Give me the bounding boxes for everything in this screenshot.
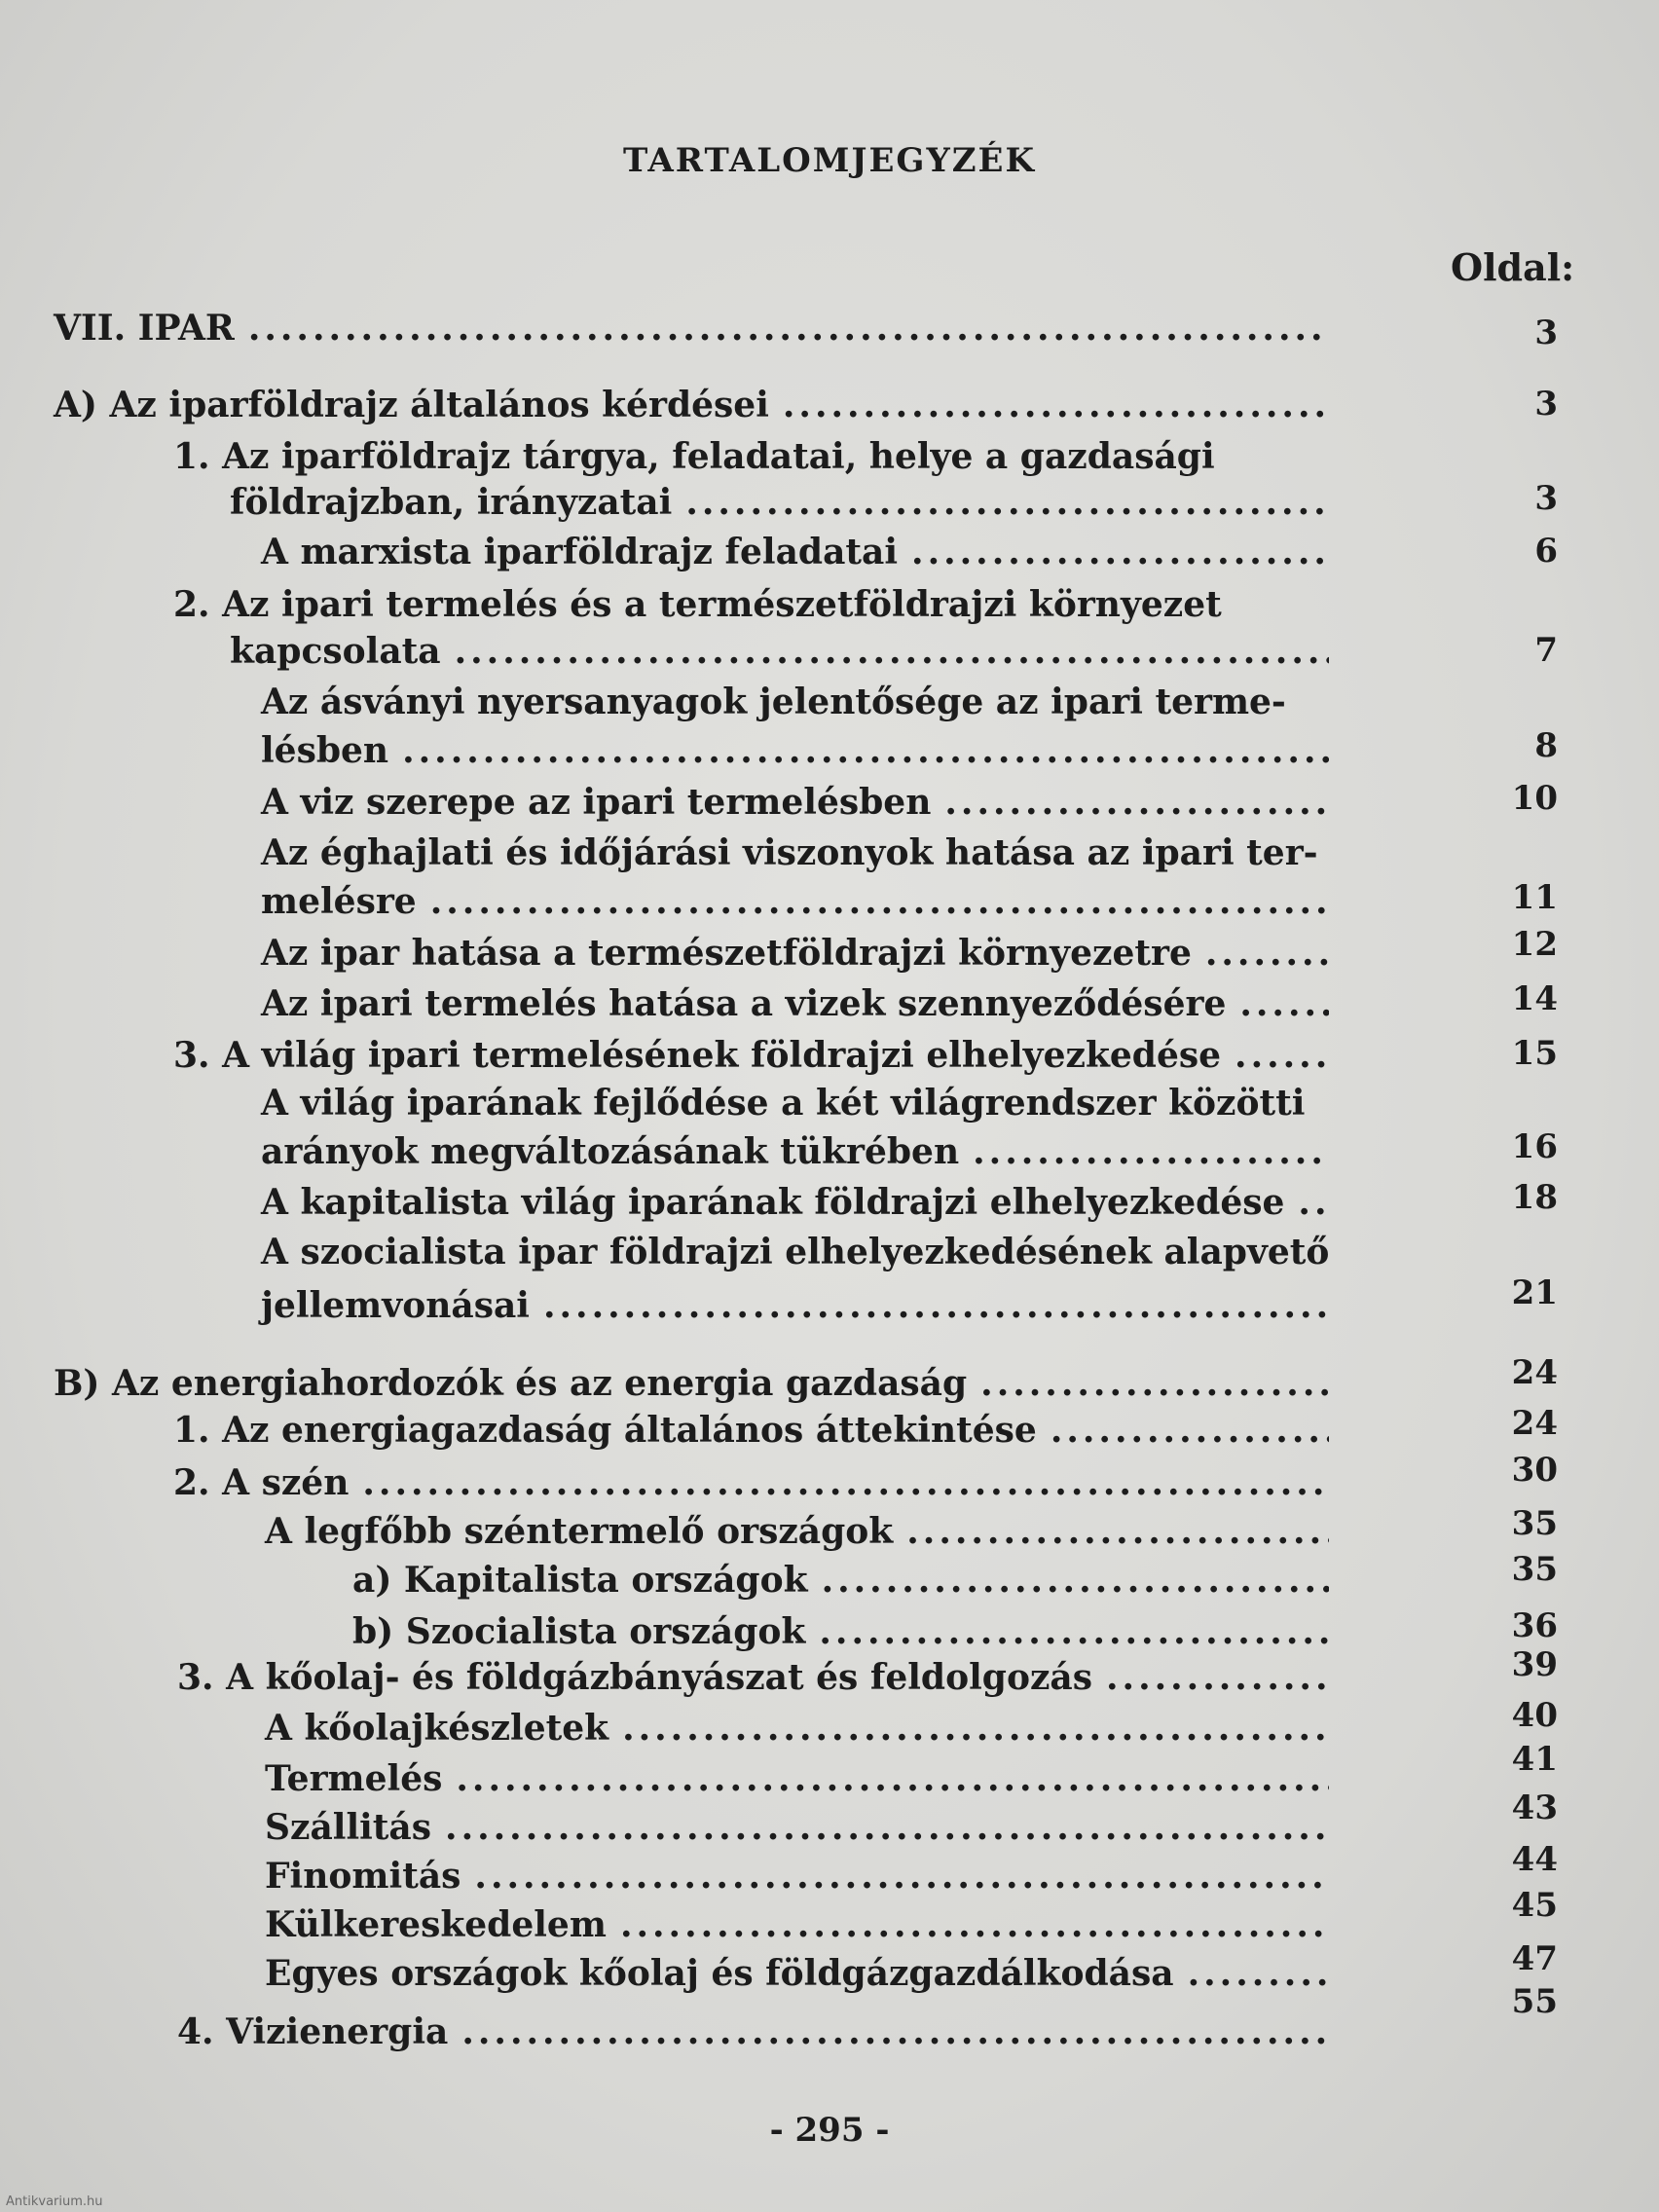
dot-leader <box>620 1904 1329 1945</box>
page-title: TARTALOMJEGYZÉK <box>622 141 1037 180</box>
dot-leader <box>1188 1953 1329 1994</box>
dot-leader <box>445 1807 1329 1848</box>
toc-entry <box>261 983 1329 1024</box>
toc-entry <box>261 1285 1329 1326</box>
dot-leader <box>474 1856 1329 1897</box>
toc-entry-label: b) Szocialista országok <box>352 1611 806 1652</box>
toc-entry-label: A kapitalista világ iparának földrajzi elhelyezkedése <box>261 1182 1285 1223</box>
dot-leader <box>819 1611 1329 1652</box>
toc-page-number: 36 <box>1511 1606 1558 1645</box>
dot-leader <box>944 782 1329 823</box>
toc-entry <box>261 881 1329 922</box>
toc-entry-label: 1. Az iparföldrajz tárgya, feladatai, helye a gazdasági <box>173 436 1215 477</box>
toc-entry <box>54 385 1329 425</box>
toc-entry <box>173 1035 1329 1076</box>
toc-entry-label: Szállitás <box>265 1807 432 1848</box>
toc-entry-continuation: arányok megváltozásának tükrében <box>261 1131 960 1172</box>
toc-entry <box>352 1611 1329 1652</box>
toc-page-number: 14 <box>1511 979 1558 1018</box>
toc-page-number: 35 <box>1511 1550 1558 1589</box>
toc-page-number: 3 <box>1534 313 1558 352</box>
toc-entry-label: 3. A világ ipari termelésének földrajzi elhelyezkedése <box>173 1035 1222 1076</box>
dot-leader <box>622 1708 1329 1749</box>
toc-page-number: 41 <box>1511 1740 1558 1779</box>
toc-page-number: 3 <box>1534 385 1558 424</box>
dot-leader <box>911 532 1329 572</box>
toc-entry <box>352 1560 1329 1601</box>
toc-entry-label: A marxista iparföldrajz feladatai <box>261 532 899 572</box>
toc-page-number: 10 <box>1511 779 1558 818</box>
toc-entry <box>261 532 1329 572</box>
toc-entry <box>265 1511 1329 1552</box>
toc-entry-label: Külkereskedelem <box>265 1904 607 1945</box>
toc-entry-label: VII. IPAR <box>54 308 235 349</box>
dot-leader <box>248 308 1329 349</box>
toc-page-number: 30 <box>1511 1451 1558 1490</box>
toc-entry-label: Finomitás <box>265 1856 461 1897</box>
dot-leader <box>1239 983 1329 1024</box>
dot-leader <box>973 1131 1329 1172</box>
toc-entry-continuation: földrajzban, irányzatai <box>230 482 673 523</box>
dot-leader <box>402 730 1329 771</box>
dot-leader <box>543 1285 1329 1326</box>
toc-page-number: 12 <box>1511 925 1558 964</box>
toc-entry <box>261 933 1329 974</box>
toc-entry-label: A legfőbb széntermelő országok <box>265 1511 894 1552</box>
toc-page-number: 8 <box>1534 726 1558 765</box>
toc-entry <box>173 1462 1329 1503</box>
toc-page-number: 35 <box>1511 1504 1558 1543</box>
toc-page-number: 18 <box>1511 1178 1558 1217</box>
toc-page-number: 3 <box>1534 479 1558 518</box>
toc-entry-label: A) Az iparföldrajz általános kérdései <box>54 385 769 425</box>
dot-leader <box>1106 1657 1329 1698</box>
toc-entry <box>261 1131 1329 1172</box>
toc-entry-label: Az éghajlati és időjárási viszonyok hatása az ipari ter- <box>261 832 1318 873</box>
toc-entry-label: 3. A kőolaj- és földgázbányászat és feldolgozás <box>177 1657 1093 1698</box>
toc-page-number: 40 <box>1511 1696 1558 1735</box>
toc-page-number: 24 <box>1511 1353 1558 1392</box>
page-folio: - 295 - <box>769 2111 890 2150</box>
toc-entry <box>265 1953 1329 1994</box>
toc-entry <box>54 308 1329 349</box>
toc-entry <box>261 730 1329 771</box>
dot-leader <box>685 482 1329 523</box>
toc-page-number: 15 <box>1511 1034 1558 1073</box>
toc-entry <box>261 782 1329 823</box>
page-column-header: Oldal: <box>1451 245 1575 289</box>
toc-entry <box>265 1708 1329 1749</box>
toc-entry-label: 2. Az ipari termelés és a természetföldrajzi környezet <box>173 584 1222 625</box>
toc-entry-label: a) Kapitalista országok <box>352 1560 808 1601</box>
toc-page-number: 24 <box>1511 1404 1558 1443</box>
dot-leader <box>1235 1035 1329 1076</box>
toc-entry <box>230 631 1329 672</box>
toc-entry-label: A viz szerepe az ipari termelésben <box>261 782 932 823</box>
toc-entry <box>265 1758 1329 1799</box>
toc-entry <box>177 1657 1329 1698</box>
toc-page-number: 55 <box>1511 1982 1558 2021</box>
toc-entry <box>173 1410 1329 1451</box>
toc-page-number: 7 <box>1534 631 1558 670</box>
toc-entry-label: Egyes országok kőolaj és földgázgazdálkodása <box>265 1953 1174 1994</box>
toc-entry <box>230 482 1329 523</box>
toc-entry-label: Az ipar hatása a természetföldrajzi környezetre <box>261 933 1192 974</box>
dot-leader <box>906 1511 1329 1552</box>
toc-page-number: 6 <box>1534 532 1558 571</box>
toc-entry-continuation: kapcsolata <box>230 631 441 672</box>
toc-page-number: 43 <box>1511 1788 1558 1827</box>
toc-entry-label: 2. A szén <box>173 1462 350 1503</box>
toc-entry <box>265 1904 1329 1945</box>
toc-entry <box>265 1856 1329 1897</box>
toc-page-number: 44 <box>1511 1840 1558 1879</box>
toc-entry-label: B) Az energiahordozók és az energia gazdaság <box>54 1363 968 1404</box>
toc-entry <box>261 1182 1329 1223</box>
toc-entry-label: A világ iparának fejlődése a két világrendszer közötti <box>261 1083 1306 1124</box>
watermark: Antikvarium.hu <box>6 2194 103 2209</box>
toc-entry-label: Az ipari termelés hatása a vizek szennyeződésére <box>261 983 1227 1024</box>
toc-page-number: 47 <box>1511 1939 1558 1978</box>
toc-entry <box>265 1807 1329 1848</box>
toc-entry-label: Az ásványi nyersanyagok jelentősége az ipari terme- <box>261 682 1286 722</box>
toc-entry-label: 4. Vizienergia <box>177 2011 449 2052</box>
toc-page-number: 45 <box>1511 1886 1558 1925</box>
dot-leader <box>362 1462 1329 1503</box>
dot-leader <box>455 631 1329 672</box>
toc-entry <box>54 1363 1329 1404</box>
dot-leader <box>783 385 1329 425</box>
toc-entry <box>177 2011 1329 2052</box>
dot-leader <box>456 1758 1329 1799</box>
dot-leader <box>461 2011 1329 2052</box>
toc-entry-continuation: jellemvonásai <box>261 1285 530 1326</box>
dot-leader <box>1205 933 1329 974</box>
toc-entry-label: A kőolajkészletek <box>265 1708 609 1749</box>
dot-leader <box>430 881 1329 922</box>
dot-leader <box>980 1363 1329 1404</box>
dot-leader <box>1051 1410 1329 1451</box>
toc-page-number: 11 <box>1511 878 1558 917</box>
toc-page-number: 39 <box>1511 1645 1558 1684</box>
toc-entry-label: 1. Az energiagazdaság általános áttekintése <box>173 1410 1037 1451</box>
toc-page-number: 21 <box>1511 1273 1558 1312</box>
toc-entry-continuation: melésre <box>261 881 417 922</box>
dot-leader <box>822 1560 1329 1601</box>
toc-entry-label: Termelés <box>265 1758 443 1799</box>
dot-leader <box>1298 1182 1329 1223</box>
toc-entry-continuation: lésben <box>261 730 389 771</box>
toc-entry-label: A szocialista ipar földrajzi elhelyezkedésének alapvető <box>261 1232 1330 1272</box>
toc-page-number: 16 <box>1511 1127 1558 1166</box>
